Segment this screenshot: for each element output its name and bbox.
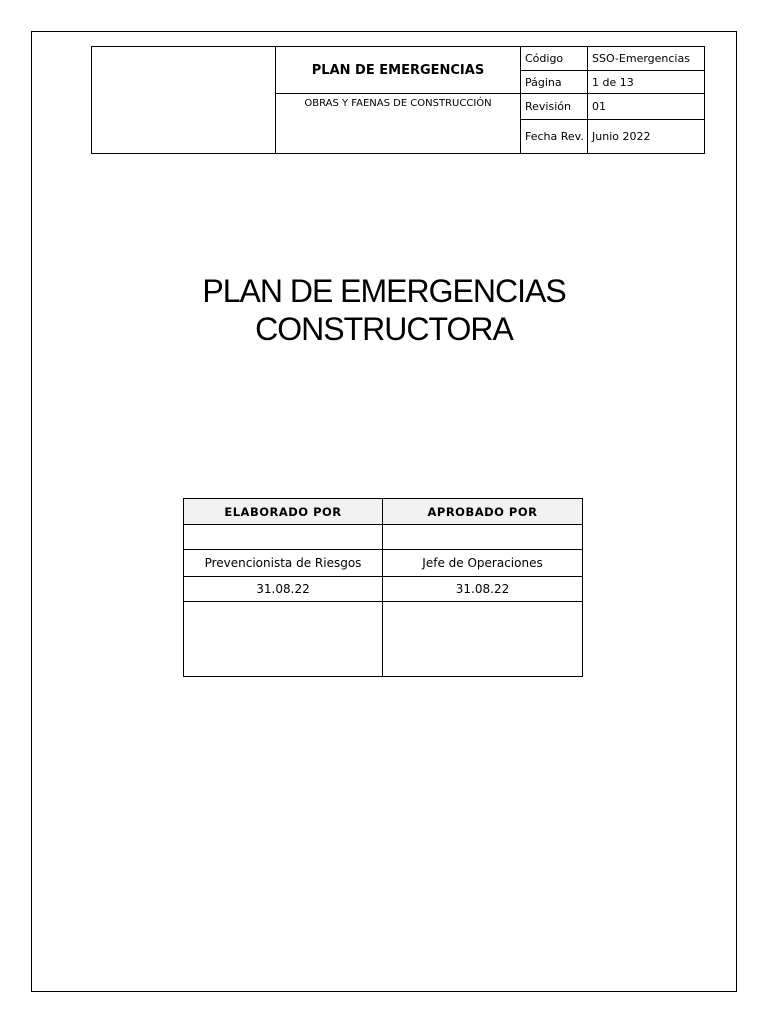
field-value-pagina: 1 de 13 — [588, 71, 705, 94]
header-table — [91, 46, 705, 154]
approval-header-elaborado: ELABORADO POR — [184, 499, 383, 525]
approval-header-aprobado: APROBADO POR — [383, 499, 583, 525]
approval-signature-aprobado — [383, 602, 583, 677]
approval-signature-elaborado — [184, 602, 383, 677]
logo-cell — [92, 47, 276, 154]
document-title-line1: PLAN DE EMERGENCIAS — [202, 273, 566, 309]
approval-table — [183, 498, 583, 677]
field-value-codigo: SSO-Emergencias — [588, 47, 705, 71]
approval-name-elaborado — [184, 525, 383, 550]
header-title: PLAN DE EMERGENCIAS — [276, 47, 521, 94]
approval-date-aprobado: 31.08.22 — [383, 577, 583, 602]
field-label-revision: Revisión — [521, 94, 588, 119]
document-title-line2: CONSTRUCTORA — [255, 311, 513, 347]
approval-name-aprobado — [383, 525, 583, 550]
document-title — [0, 272, 768, 348]
field-value-fecha: Junio 2022 — [588, 119, 705, 153]
field-value-revision: 01 — [588, 94, 705, 119]
field-label-fecha: Fecha Rev. — [521, 119, 588, 153]
field-label-pagina: Página — [521, 71, 588, 94]
approval-role-aprobado: Jefe de Operaciones — [383, 550, 583, 577]
approval-role-elaborado: Prevencionista de Riesgos — [184, 550, 383, 577]
approval-date-elaborado: 31.08.22 — [184, 577, 383, 602]
field-label-codigo: Código — [521, 47, 588, 71]
header-subtitle: OBRAS Y FAENAS DE CONSTRUCCIÓN — [276, 94, 521, 154]
